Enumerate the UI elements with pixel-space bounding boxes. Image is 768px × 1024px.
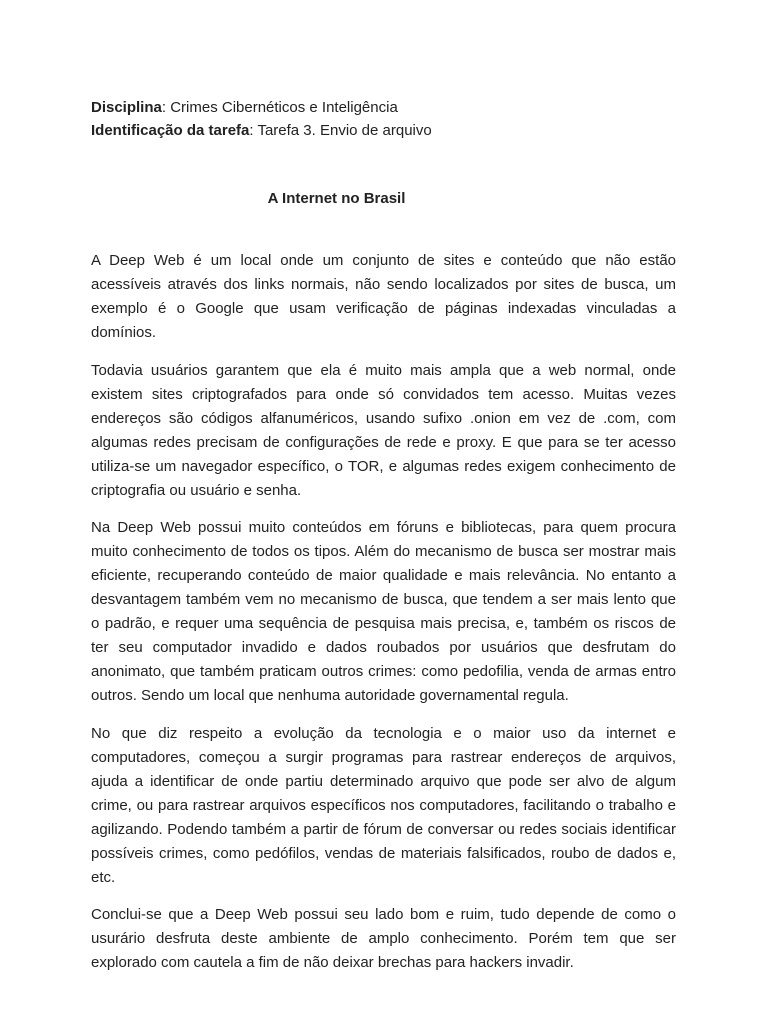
paragraph-1: A Deep Web é um local onde um conjunto de sites e conteúdo que não estão acessíveis através dos links normais, não sendo localizados por sites de busca, um exemplo é o Google que usam verificação de páginas indexadas vinculadas a domínios.: [91, 252, 676, 341]
paragraph-2: Todavia usuários garantem que ela é muito mais ampla que a web normal, onde existem sites criptografados para onde só convidados tem acesso. Muitas vezes endereços são códigos alfanuméricos, usando sufixo .onion em vez de .com, com algumas redes precisam de configurações de rede e proxy. E que para se ter acesso utiliza-se um navegador específico, o TOR, e algumas redes exigem conhecimento de criptografia ou usuário e senha.: [91, 361, 676, 499]
disciplina-line: [91, 96, 691, 119]
document-header: [91, 96, 691, 142]
disciplina-value: : Crimes Cibernéticos e Inteligência: [161, 99, 398, 116]
document-body: [91, 249, 676, 989]
tarefa-line: [91, 119, 691, 142]
disciplina-label: Disciplina: [91, 99, 162, 116]
document-title: A Internet no Brasil: [267, 190, 406, 207]
paragraph-3: Na Deep Web possui muito conteúdos em fóruns e bibliotecas, para quem procura muito conhecimento de todos os tipos. Além do mecanismo de busca ser mostrar mais eficiente, recuperando conteúdo de maior qualidade e mais relevância. No entanto a desvantagem também vem no mecanismo de busca, que tendem a ser mais lento que o padrão, e requer uma sequência de pesquisa mais precisa, e, também os riscos de ter seu computador invadido e dados roubados por usuários que desfrutam do anonimato, que também praticam outros crimes: como pedofilia, venda de armas entro outros. Sendo um local que nenhuma autoridade governamental regula.: [91, 519, 676, 704]
paragraph-5: Conclui-se que a Deep Web possui seu lado bom e ruim, tudo depende de como o usurário desfruta deste ambiente de amplo conhecimento. Porém tem que ser explorado com cautela a fim de não deixar brechas para hackers invadir.: [91, 906, 676, 971]
tarefa-label: Identificação da tarefa: [91, 122, 250, 139]
tarefa-value: : Tarefa 3. Envio de arquivo: [249, 122, 432, 139]
paragraph-4: No que diz respeito a evolução da tecnologia e o maior uso da internet e computadores, começou a surgir programas para rastrear endereços de arquivos, ajuda a identificar de onde partiu determinado arquivo que pode ser alvo de algum crime, ou para rastrear arquivos específicos nos computadores, facilitando o trabalho e agilizando. Podendo também a partir de fórum de conversar ou redes sociais identificar possíveis crimes, como pedófilos, vendas de materiais falsificados, roubo de dados e, etc.: [91, 724, 676, 886]
